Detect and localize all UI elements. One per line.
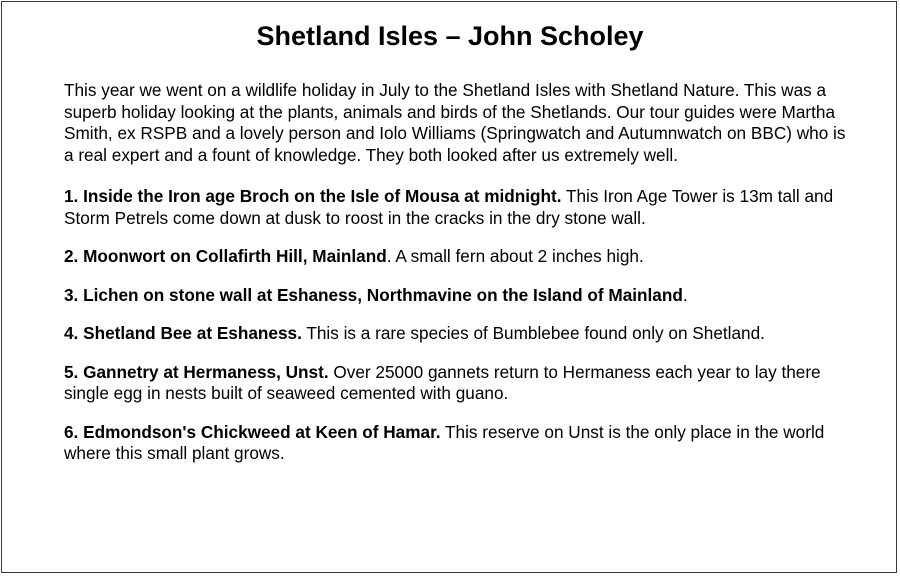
item-text: This reserve on Unst is the only place in the world where this small plant grows. [64,421,825,463]
item-heading: 2. Moonwort on Collafirth Hill, Mainland [64,246,387,266]
item-text: This is a rare species of Bumblebee found only on Shetland. [301,323,765,343]
item-text: This Iron Age Tower is 13m tall and Storm Petrels come down at dusk to roost in the cracks in the dry stone wall. [64,186,834,228]
document-page [1,1,897,573]
page-title: Shetland Isles – John Scholey [256,21,644,51]
item-heading: 5. Gannetry at Hermaness, Unst. [64,361,329,382]
list-item [64,422,854,465]
item-heading: 3. Lichen on stone wall at Eshaness, Northmavine on the Island of Mainland [64,284,683,305]
item-heading: 1. Inside the Iron age Broch on the Isle of Mousa at midnight. [64,186,562,206]
item-text: Over 25000 gannets return to Hermaness each year to lay there single egg in nests built of seaweed cemented with guano. [64,361,821,403]
item-heading: 4. Shetland Bee at Eshaness. [64,323,302,343]
list-item [64,285,854,307]
item-text: . A small fern about 2 inches high. [386,246,644,266]
list-item [64,323,854,345]
item-text: . [682,284,688,305]
intro-paragraph: This year we went on a wildlife holiday in July to the Shetland Isles with Shetland Nature. This was a superb holiday looking at the plants, animals and birds of the Shetlands. Our tour guides were Martha Smith, ex RSPB and a lovely person and Iolo Williams (Springwatch and Autumnwatch on BBC) who is a real expert and a fount of knowledge. They both looked after us extremely well. [64,80,846,165]
document-body [64,80,854,482]
list-item [64,246,854,268]
item-heading: 6. Edmondson's Chickweed at Keen of Hamar. [64,421,441,442]
list-item [64,186,854,229]
list-item [64,362,854,405]
